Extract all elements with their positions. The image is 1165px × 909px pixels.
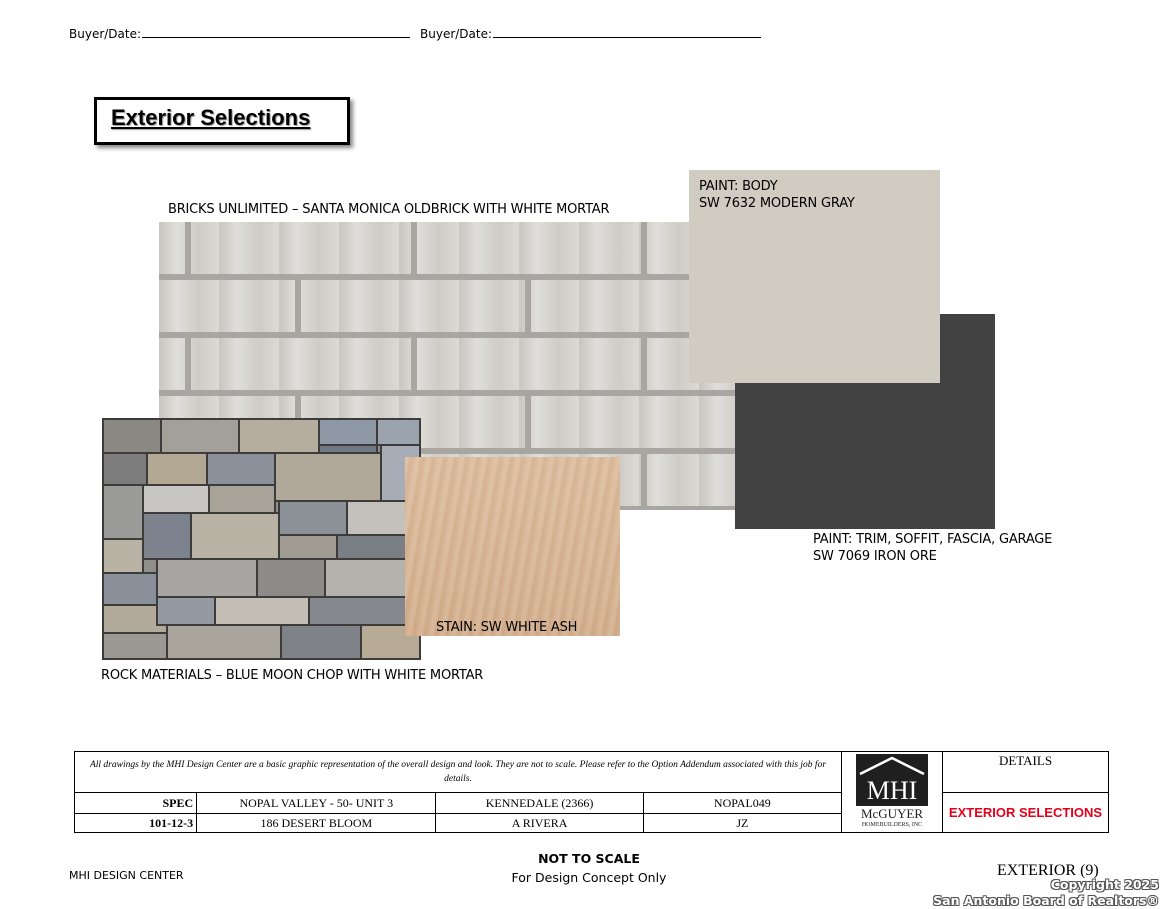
brick-label: BRICKS UNLIMITED – SANTA MONICA OLDBRICK WITH WHITE MORTAR (168, 202, 610, 217)
details-header: DETAILS (943, 752, 1109, 793)
job-number-cell: NOPAL049 (643, 793, 841, 814)
details-value: EXTERIOR SELECTIONS (943, 793, 1109, 833)
not-to-scale: NOT TO SCALE (538, 851, 640, 866)
buyer-date-field-2 (420, 26, 761, 41)
svg-text:MHI: MHI (866, 776, 918, 805)
plan-cell: KENNEDALE (2366) (436, 793, 643, 814)
mhi-logo-icon (854, 752, 930, 828)
rock-label: ROCK MATERIALS – BLUE MOON CHOP WITH WHITE MORTAR (101, 668, 484, 683)
buyer-date-field-1 (69, 26, 410, 41)
copyright-line-1: Copyright 2025 (1050, 877, 1159, 892)
title-block (74, 751, 1109, 833)
svg-text:HOMEBUILDERS, INC: HOMEBUILDERS, INC (861, 822, 923, 828)
rock-swatch (102, 418, 421, 660)
address-cell: 186 DESERT BLOOM (197, 814, 436, 833)
paint-trim-label-1: PAINT: TRIM, SOFFIT, FASCIA, GARAGE (813, 532, 1053, 547)
title-box (94, 97, 350, 145)
lot-cell: 101-12-3 (75, 814, 197, 833)
mhi-logo (842, 752, 943, 833)
initials-cell: JZ (643, 814, 841, 833)
paint-body-swatch (689, 170, 940, 383)
buyer-date-label: Buyer/Date: (69, 27, 142, 41)
paint-trim-label-2: SW 7069 IRON ORE (813, 549, 937, 564)
disclaimer: All drawings by the MHI Design Center are a basic graphic representation of the overall design and look. They are not to scale. Please refer to the Option Addendum associated with this job for details. (75, 752, 842, 793)
copyright-line-2: San Antonio Board of Realtors® (933, 893, 1159, 908)
footer-left: MHI DESIGN CENTER (69, 869, 184, 882)
footer-center (489, 849, 689, 887)
page-title: Exterior Selections (111, 105, 311, 130)
spec-cell: SPEC (75, 793, 197, 814)
stain-label: STAIN: SW WHITE ASH (436, 620, 578, 635)
designer-cell: A RIVERA (436, 814, 643, 833)
signature-line (493, 26, 761, 38)
svg-text:McGUYER: McGUYER (860, 806, 924, 821)
design-concept: For Design Concept Only (511, 870, 667, 885)
buyer-date-label: Buyer/Date: (420, 27, 493, 41)
signature-line (142, 26, 410, 38)
stain-swatch (405, 457, 620, 636)
subdivision-cell: NOPAL VALLEY - 50- UNIT 3 (197, 793, 436, 814)
paint-body-label-1: PAINT: BODY (699, 179, 778, 194)
paint-trim-label (813, 531, 1052, 565)
page-label: EXTERIOR (9) (997, 862, 1099, 879)
paint-body-label-2: SW 7632 MODERN GRAY (699, 196, 855, 211)
copyright-watermark (933, 877, 1159, 909)
